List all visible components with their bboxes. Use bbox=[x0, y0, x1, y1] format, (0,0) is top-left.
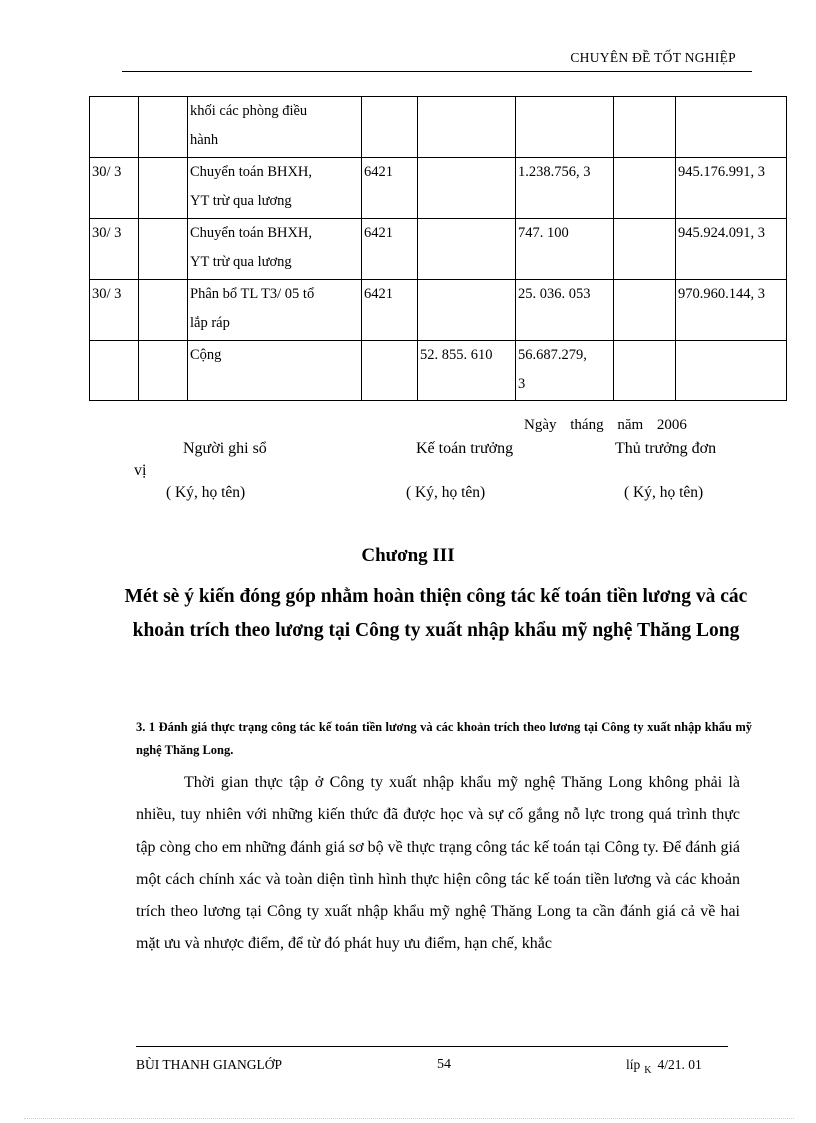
chapter-title: Chương III bbox=[361, 545, 455, 566]
cell-line: YT trừ qua lương bbox=[190, 193, 292, 209]
cell-line: 1.238.756, 3 bbox=[518, 164, 591, 180]
cell-date: 30/ 3 bbox=[90, 158, 139, 219]
running-header: CHUYÊN ĐỀ TỐT NGHIỆP bbox=[570, 50, 736, 65]
cell-line: Chuyển toán BHXH, bbox=[190, 225, 313, 241]
cell-line: Chuyển toán BHXH, bbox=[190, 164, 313, 180]
cell-blank bbox=[614, 280, 676, 341]
footer-class-suffix: 4/21. 01 bbox=[657, 1057, 702, 1072]
chief-accountant-label: Kế toán trưởng bbox=[416, 440, 514, 457]
cell-date bbox=[90, 97, 139, 158]
cell-ref bbox=[139, 158, 188, 219]
cell-desc bbox=[188, 219, 362, 280]
cell-line: khối các phòng điều bbox=[190, 103, 308, 119]
table-row bbox=[90, 97, 787, 158]
cell-debit bbox=[418, 219, 516, 280]
cell-date bbox=[90, 341, 139, 401]
cell-line: 25. 036. 053 bbox=[518, 286, 591, 302]
cell-line: 747. 100 bbox=[518, 225, 569, 241]
cell-line: 56.687.279, bbox=[518, 347, 587, 363]
cell-line: YT trừ qua lương bbox=[190, 254, 292, 270]
cell-credit bbox=[516, 341, 614, 401]
cell-ref bbox=[139, 97, 188, 158]
cell-credit bbox=[516, 97, 614, 158]
table-row bbox=[90, 158, 787, 219]
cell-acct: 6421 bbox=[362, 280, 418, 341]
cell-blank bbox=[614, 219, 676, 280]
ledger-table bbox=[89, 96, 787, 401]
cell-balance: 970.960.144, 3 bbox=[676, 280, 787, 341]
cell-desc bbox=[188, 280, 362, 341]
table-row bbox=[90, 219, 787, 280]
footer-class-prefix: líp bbox=[626, 1057, 641, 1072]
cell-line: Cộng bbox=[190, 347, 222, 363]
body-paragraph: Thời gian thực tập ở Công ty xuất nhập khẩu mỹ nghệ Thăng Long không phải là nhiều, tuy nhiên với những kiến thức đã được học và sự cố gắng nỗ lực trong quá trình thực tập còng cho em những đánh giá sơ bộ về thực trạng công tác kế toán tại Công ty. Để đánh giá một cách chính xác và toàn diện tình hình thực hiện công tác kế toán tiền lương và các khoản trích theo lương tại Công ty xuất nhập khẩu mỹ nghệ Thăng Long ta cần đánh giá cả về hai mặt ưu và nhược điểm, để từ đó phát huy ưu điểm, hạn chế, khắc bbox=[136, 774, 740, 953]
cell-balance bbox=[676, 341, 787, 401]
cell-debit bbox=[418, 97, 516, 158]
table-row bbox=[90, 341, 787, 401]
cell-ref bbox=[139, 280, 188, 341]
cell-line: Phân bổ TL T3/ 05 tổ bbox=[190, 286, 315, 302]
cell-line: hành bbox=[190, 132, 219, 148]
cell-balance bbox=[676, 97, 787, 158]
cell-acct: 6421 bbox=[362, 158, 418, 219]
head-of-unit-label: Thủ trưởng đơn bbox=[615, 440, 717, 457]
cell-debit bbox=[418, 341, 516, 401]
footer-class bbox=[626, 1057, 702, 1076]
page-number: 54 bbox=[437, 1057, 451, 1072]
cell-ref bbox=[139, 341, 188, 401]
signature-date-line: Ngày tháng năm 2006 bbox=[524, 417, 687, 433]
cell-date: 30/ 3 bbox=[90, 280, 139, 341]
cell-ref bbox=[139, 219, 188, 280]
head-of-unit-sign-note: ( Ký, họ tên) bbox=[624, 484, 704, 501]
head-of-unit-label-tail: vị bbox=[134, 462, 147, 479]
cell-credit bbox=[516, 158, 614, 219]
cell-blank bbox=[614, 97, 676, 158]
cell-line: 3 bbox=[518, 376, 526, 392]
recorder-label: Người ghi sổ bbox=[183, 440, 267, 457]
footer-rule bbox=[136, 1046, 728, 1047]
cell-line: 52. 855. 610 bbox=[420, 347, 493, 363]
cell-credit bbox=[516, 219, 614, 280]
cell-blank bbox=[614, 341, 676, 401]
cell-blank bbox=[614, 158, 676, 219]
cell-debit bbox=[418, 158, 516, 219]
cell-desc bbox=[188, 97, 362, 158]
footer-author: BÙI THANH GIANGLỚP bbox=[136, 1057, 282, 1072]
page-edge-dots bbox=[24, 1118, 794, 1119]
chief-accountant-sign-note: ( Ký, họ tên) bbox=[406, 484, 486, 501]
cell-desc bbox=[188, 158, 362, 219]
cell-desc bbox=[188, 341, 362, 401]
cell-acct bbox=[362, 97, 418, 158]
section-heading: 3. 1 Đánh giá thực trạng công tác kế toán tiền lương và các khoản trích theo lương tại Công ty xuất nhập khẩu mỹ nghệ Thăng Long. bbox=[136, 720, 752, 757]
cell-debit bbox=[418, 280, 516, 341]
header-rule bbox=[122, 71, 752, 72]
chapter-subtitle: Mét sè ý kiến đóng góp nhằm hoàn thiện công tác kế toán tiền lương và các khoản trích theo lương tại Công ty xuất nhập khẩu mỹ nghệ Thăng Long bbox=[124, 586, 748, 641]
cell-balance: 945.924.091, 3 bbox=[676, 219, 787, 280]
cell-credit bbox=[516, 280, 614, 341]
cell-acct bbox=[362, 341, 418, 401]
recorder-sign-note: ( Ký, họ tên) bbox=[166, 484, 246, 501]
cell-date: 30/ 3 bbox=[90, 219, 139, 280]
table-row bbox=[90, 280, 787, 341]
footer-class-sub: K bbox=[644, 1065, 652, 1076]
cell-line: lắp ráp bbox=[190, 315, 230, 331]
cell-balance: 945.176.991, 3 bbox=[676, 158, 787, 219]
cell-acct: 6421 bbox=[362, 219, 418, 280]
